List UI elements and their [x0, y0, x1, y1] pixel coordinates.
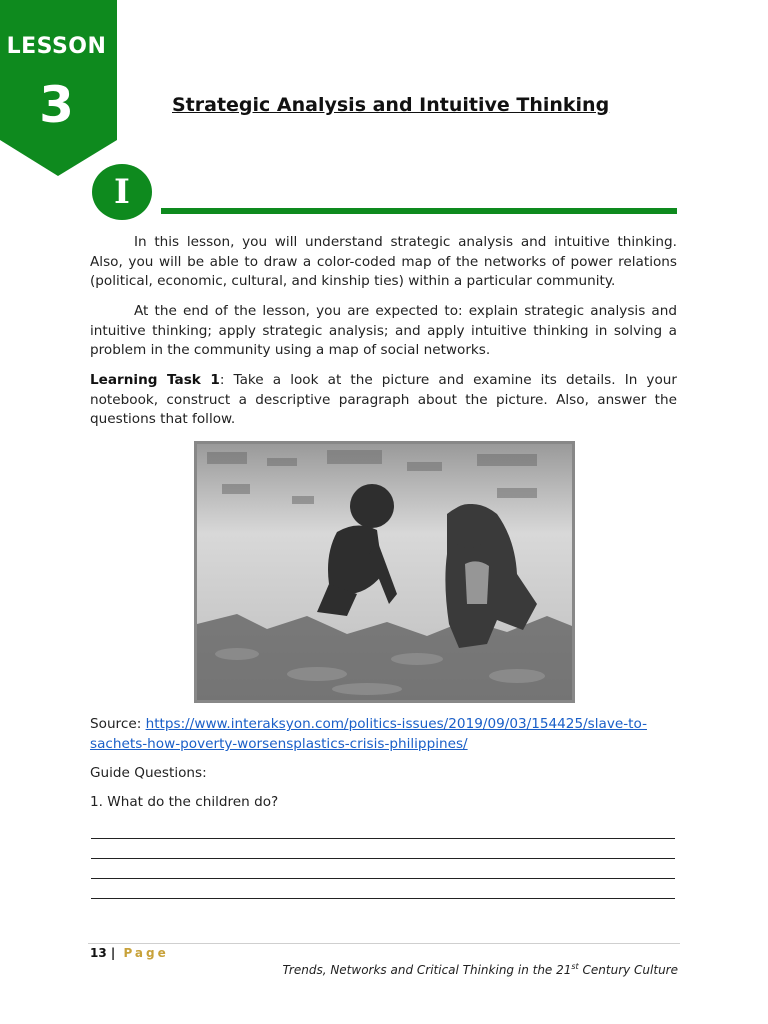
learning-task-text: : Take a look at the picture and examine its details. In your notebook, construct a descriptive paragraph about the picture. Also, answer the questions that follow.: [90, 372, 677, 427]
course-title-prefix: Trends, Networks and Critical Thinking in the 21: [282, 963, 572, 977]
source-citation: [90, 714, 680, 754]
guide-questions-heading: Guide Questions:: [90, 765, 207, 781]
course-title-sup: st: [571, 962, 579, 971]
objectives-text: At the end of the lesson, you are expected to: explain strategic analysis and intuitive thinking; apply strategic analysis; and apply intuitive thinking in solving a problem in the community using a map of social networks.: [90, 303, 677, 358]
children-photo-illustration: [197, 444, 572, 700]
source-label: Source:: [90, 716, 146, 732]
course-title: [283, 962, 679, 977]
source-link[interactable]: https://www.interaksyon.com/politics-issues/2019/09/03/154425/slave-to-sachets-how-poverty-worsensplastics-crisis-philippines/: [90, 716, 647, 752]
children-photo: [194, 441, 575, 703]
section-divider: [161, 208, 677, 214]
lesson-number: 3: [39, 76, 74, 134]
intro-text: In this lesson, you will understand strategic analysis and intuitive thinking. Also, you will be able to draw a color-coded map of the networks of power relations (political, economic, cultural, and kinship ties) within a particular community.: [90, 234, 677, 289]
answer-line[interactable]: [91, 838, 675, 839]
answer-line[interactable]: [91, 858, 675, 859]
lesson-label: LESSON: [6, 34, 107, 59]
guide-question-1: 1. What do the children do?: [90, 794, 279, 810]
footer-divider: [88, 943, 680, 944]
intro-paragraph: [90, 233, 677, 292]
section-marker: I: [92, 164, 152, 220]
answer-line[interactable]: [91, 878, 675, 879]
learning-task-paragraph: [90, 371, 677, 430]
lesson-badge: [0, 0, 118, 176]
page-word: Page: [123, 946, 169, 960]
objectives-paragraph: [90, 302, 677, 361]
page-number-value: 13: [90, 946, 107, 960]
learning-task-label: Learning Task 1: [90, 372, 220, 388]
answer-line[interactable]: [91, 898, 675, 899]
page-title: Strategic Analysis and Intuitive Thinking: [172, 94, 610, 116]
page-number: [90, 946, 169, 960]
course-title-suffix: Century Culture: [578, 963, 678, 977]
page-separator: |: [106, 946, 120, 960]
